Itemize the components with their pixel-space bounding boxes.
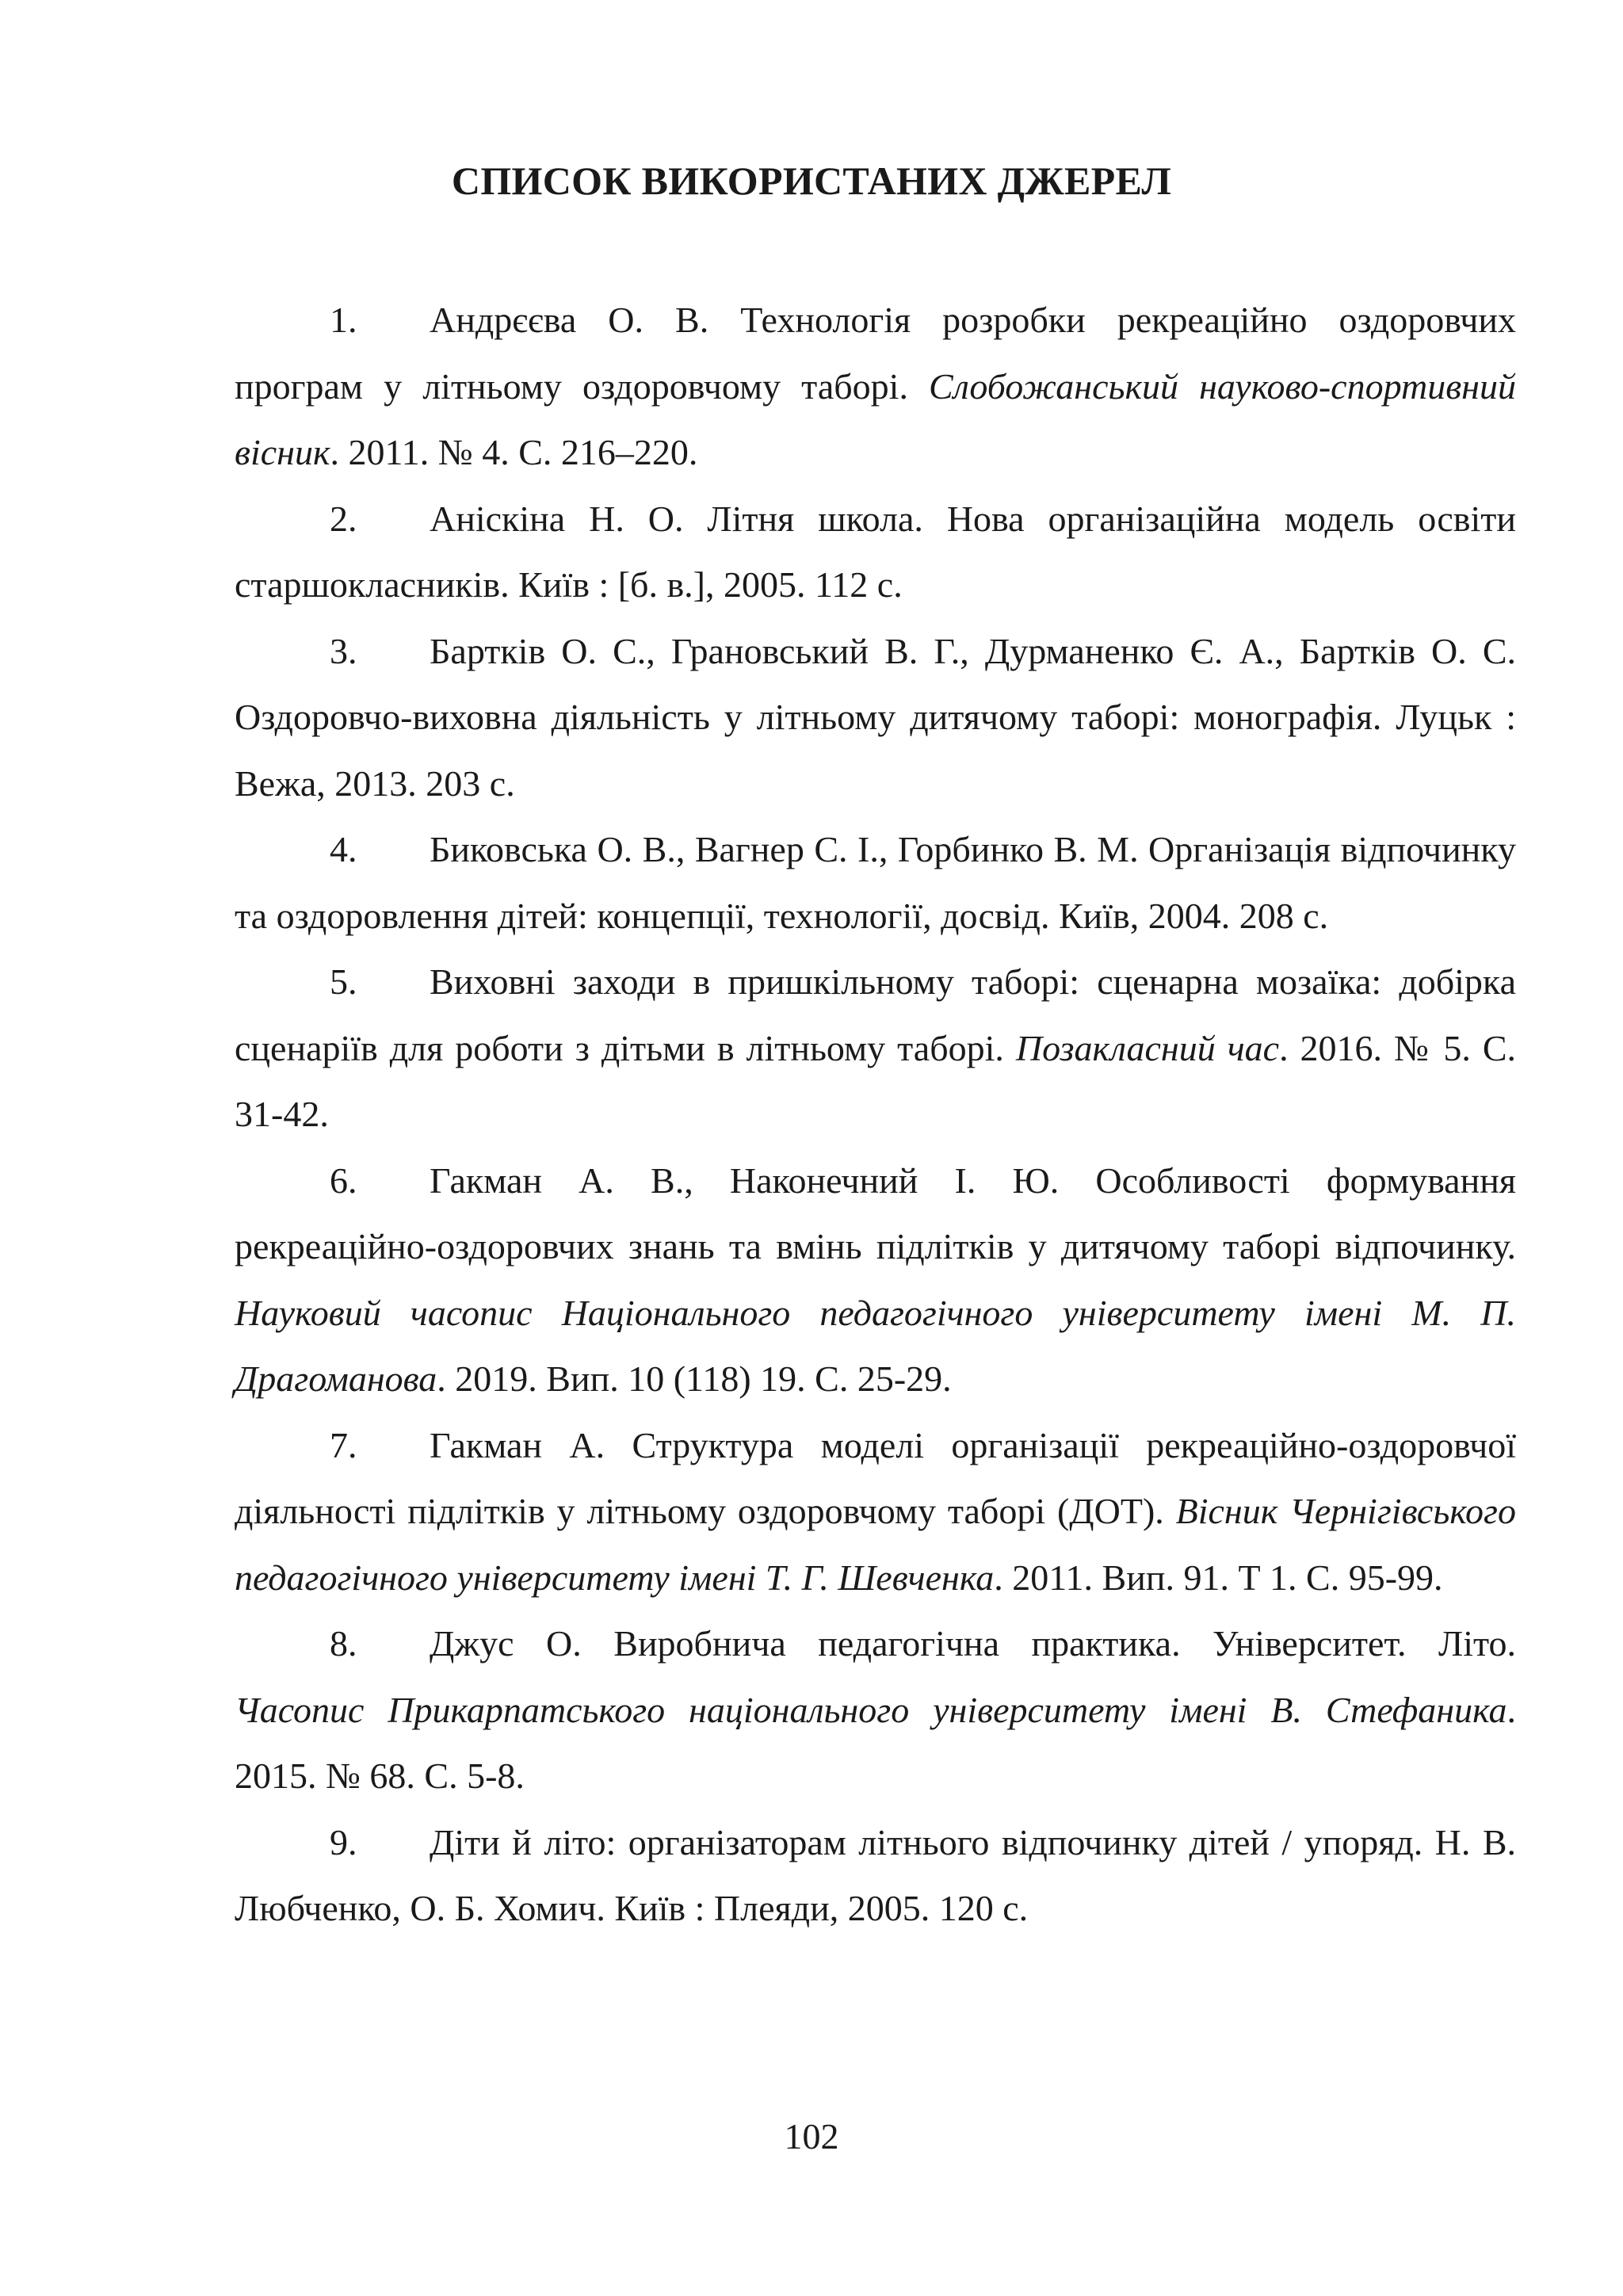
reference-number: 6.: [330, 1159, 357, 1201]
reference-details: . 2011. № 4. С. 216–220.: [330, 432, 698, 472]
reference-item-2: [235, 486, 1516, 618]
reference-number: 8.: [330, 1623, 357, 1664]
reference-number: 3.: [330, 630, 357, 671]
reference-details: . 2016. № 5. С. 31-42.: [235, 1027, 1516, 1134]
reference-number: 4.: [330, 829, 357, 869]
reference-item-1: [235, 287, 1516, 486]
reference-number: 5.: [330, 961, 357, 1002]
reference-item-4: [235, 816, 1516, 949]
reference-details: . 2015. № 68. С. 5-8.: [235, 1689, 1516, 1796]
reference-item-3: [235, 618, 1516, 817]
reference-text: Діти й літо: організаторам літнього відпочинку дітей / упоряд. Н. В. Любченко, О. Б. Хомич. Київ : Плеяди, 2005. 120 с.: [235, 1821, 1516, 1928]
reference-number: 2.: [330, 498, 357, 539]
reference-details: . 2019. Вип. 10 (118) 19. С. 25-29.: [437, 1358, 952, 1399]
reference-item-9: [235, 1809, 1516, 1942]
reference-text: Виховні заходи в пришкільному таборі: сценарна мозаїка: добірка сценаріїв для роботи з дітьми в літньому таборі.: [235, 961, 1516, 1068]
reference-text: Гакман А. В., Наконечний І. Ю. Особливості формування рекреаційно-оздоровчих знань та вмінь підлітків у дитячому таборі відпочинку.: [235, 1159, 1516, 1266]
reference-text: Бартків О. С., Грановський В. Г., Дурманенко Є. А., Бартків О. С. Оздоровчо-виховна діяльність у літньому дитячому таборі: монографія. Луцьк : Вежа, 2013. 203 с.: [235, 630, 1516, 804]
reference-text: Джус О. Виробнича педагогічна практика. Університет. Літо.: [430, 1623, 1516, 1664]
reference-item-5: [235, 949, 1516, 1148]
reference-source: Позакласний час: [1015, 1027, 1280, 1068]
page-number: 102: [784, 2116, 839, 2157]
reference-number: 9.: [330, 1821, 357, 1862]
reference-number: 1.: [330, 300, 357, 340]
reference-source: Слобожанський науково-спортивний вісник: [235, 365, 1516, 472]
page-title: СПИСОК ВИКОРИСТАНИХ ДЖЕРЕЛ: [451, 159, 1172, 203]
reference-item-8: [235, 1610, 1516, 1809]
reference-text: Аніскіна Н. О. Літня школа. Нова організаційна модель освіти старшокласників. Київ : [б. в.], 2005. 112 с.: [235, 498, 1516, 605]
reference-item-7: [235, 1412, 1516, 1611]
reference-number: 7.: [330, 1424, 357, 1465]
reference-source: Часопис Прикарпатського національного університету імені В. Стефаника: [235, 1689, 1507, 1730]
reference-text: Биковська О. В., Вагнер С. І., Горбинко В. М. Організація відпочинку та оздоровлення дітей: концепції, технології, досвід. Київ, 2004. 208 с.: [235, 829, 1516, 936]
reference-item-6: [235, 1148, 1516, 1412]
reference-list: [235, 287, 1516, 1942]
reference-details: . 2011. Вип. 91. Т 1. С. 95-99.: [994, 1557, 1443, 1598]
reference-source: Вісник Чернігівського педагогічного університету імені Т. Г. Шевченка: [235, 1491, 1516, 1598]
reference-source: Науковий часопис Національного педагогічного університету імені М. П. Драгоманова: [235, 1292, 1516, 1399]
reference-text: Андрєєва О. В. Технологія розробки рекреаційно оздоровчих програм у літньому оздоровчому таборі.: [235, 300, 1516, 407]
reference-text: Гакман А. Структура моделі організації рекреаційно-оздоровчої діяльності підлітків у літньому оздоровчому таборі (ДОТ).: [235, 1424, 1516, 1531]
